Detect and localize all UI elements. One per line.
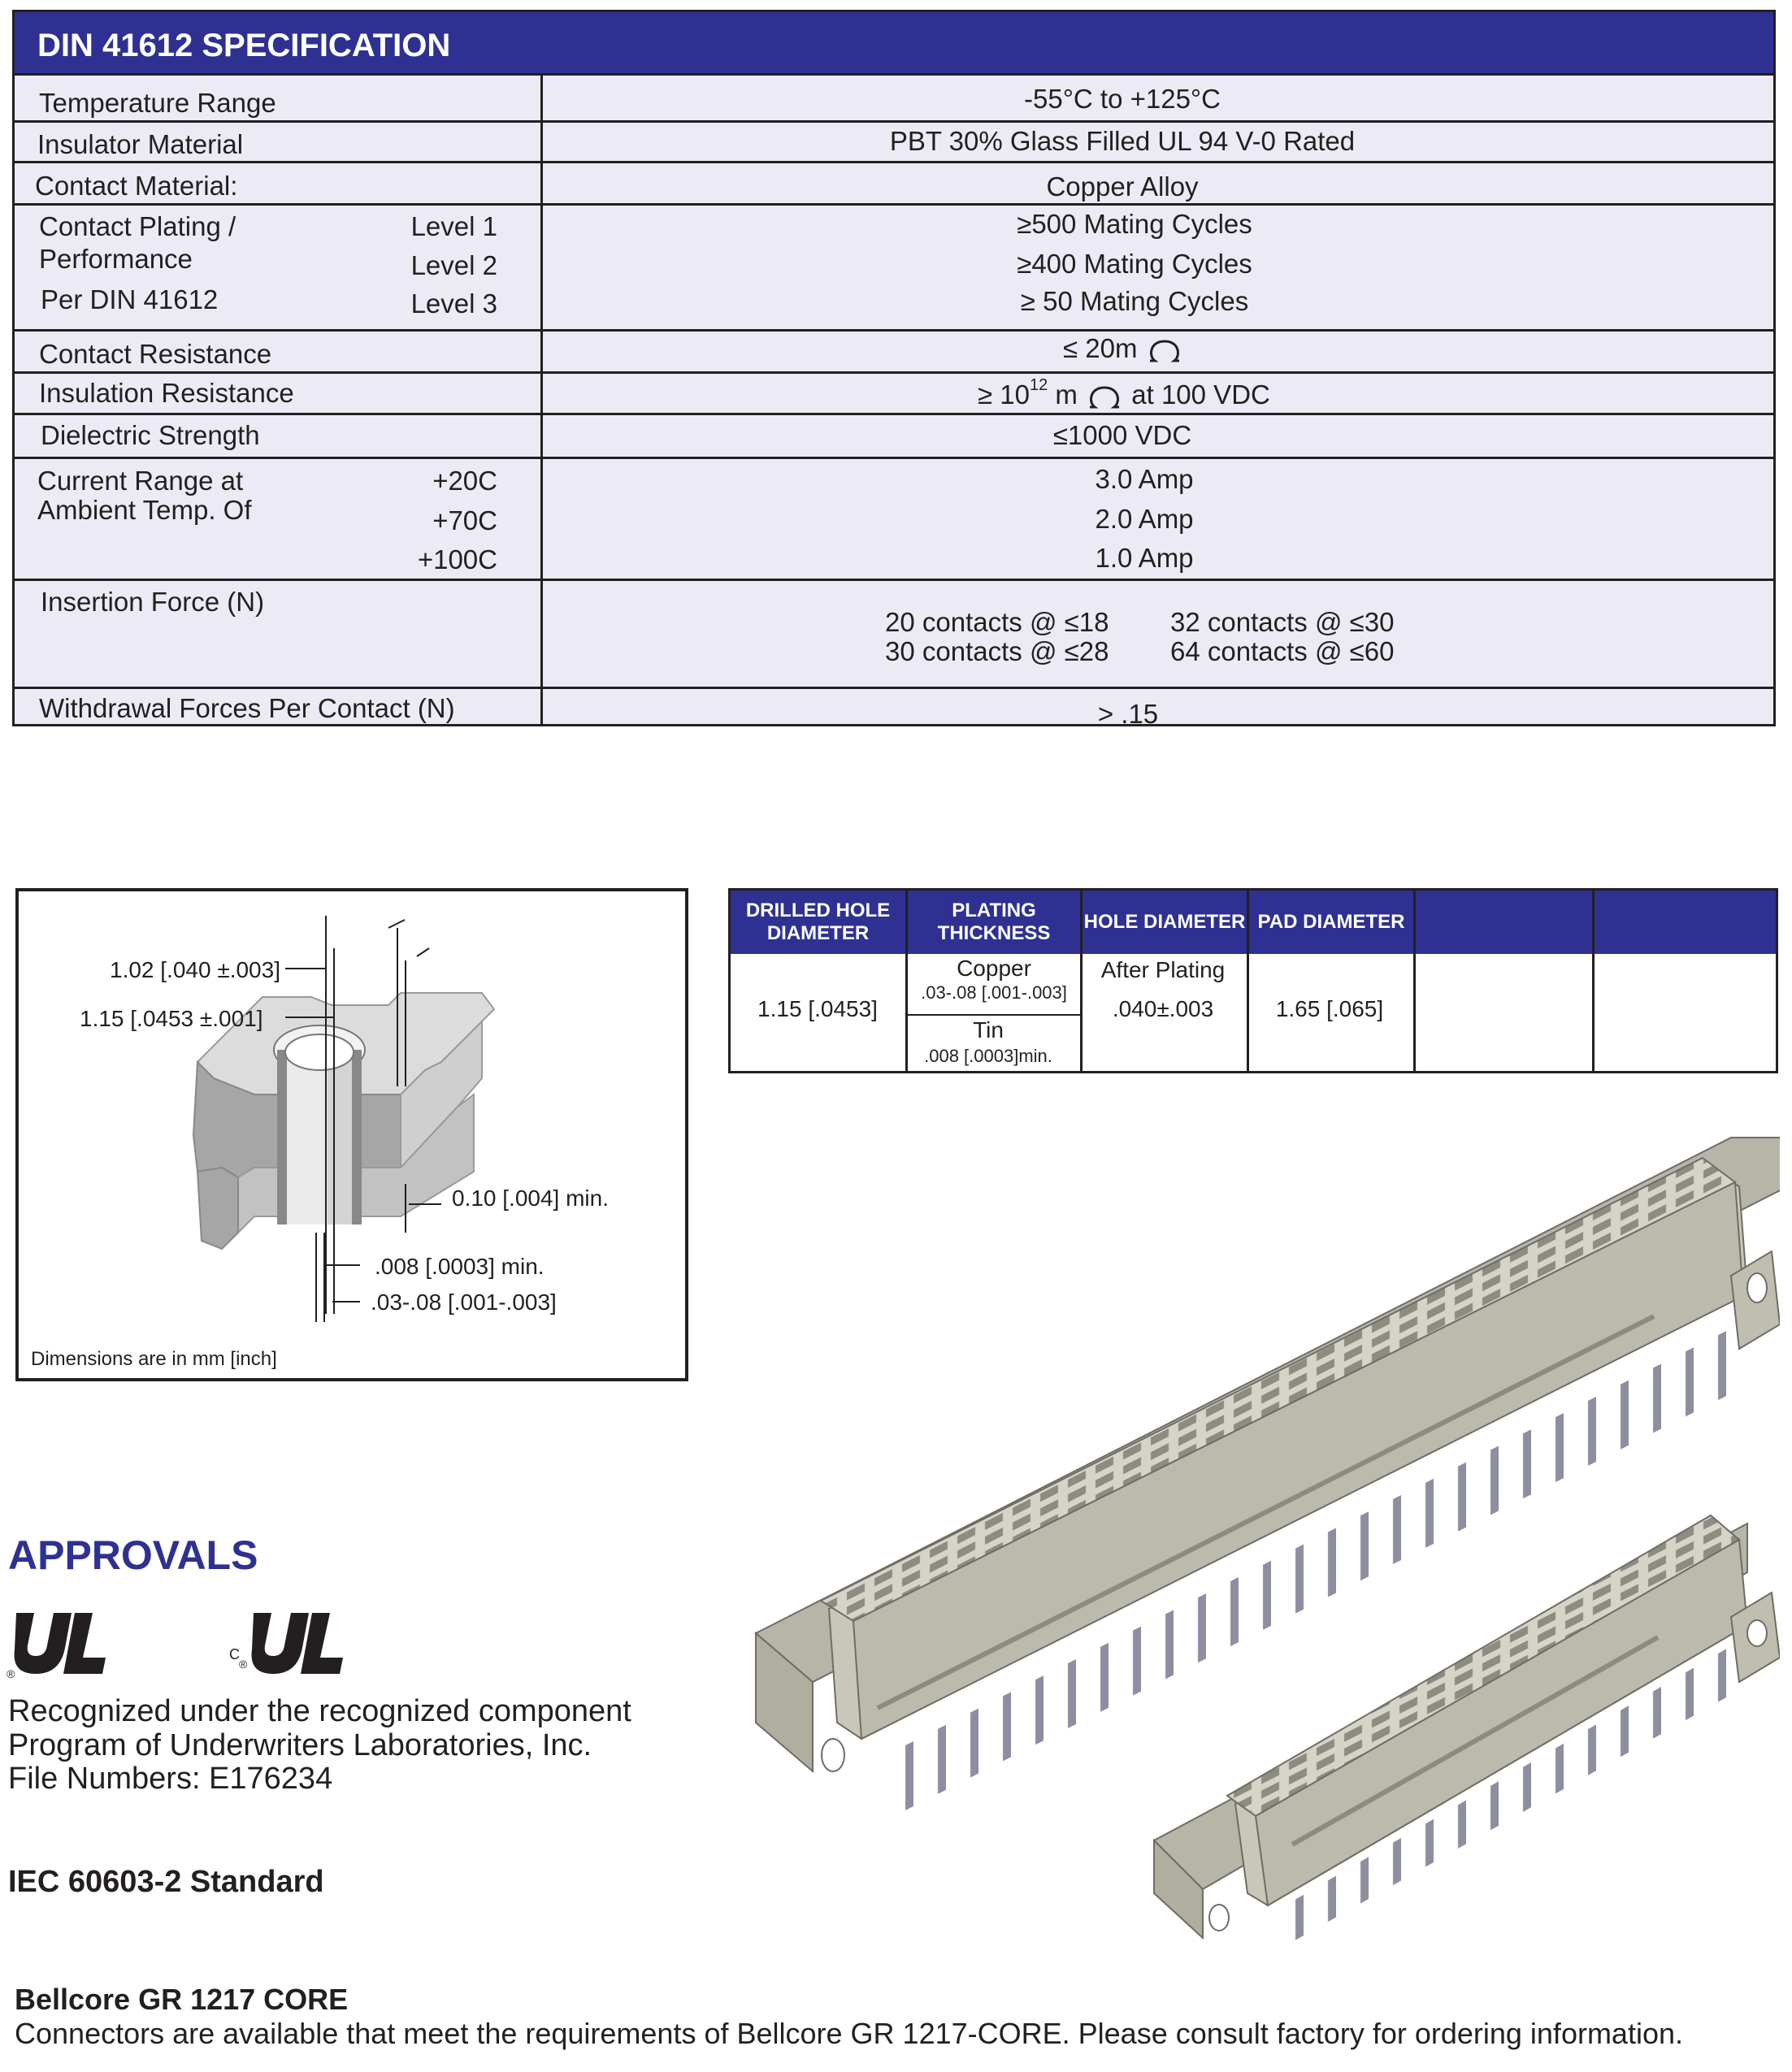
spec-value: 20 contacts @ ≤18 <box>885 607 1109 637</box>
spec-label: Contact Resistance <box>39 339 272 369</box>
ul-mark-icon <box>8 1609 122 1682</box>
approval-text: File Numbers: E176234 <box>8 1762 333 1796</box>
spec-sublabel: +100C <box>417 544 497 574</box>
spec-value: 2.0 Amp <box>1095 504 1194 534</box>
hole-diameter-line1: After Plating <box>1100 957 1226 982</box>
drilled-hole-value: 1.15 [.0453] <box>757 996 878 1021</box>
spec-label: Ambient Temp. Of <box>37 495 252 525</box>
spec-value: 30 contacts @ ≤28 <box>885 636 1109 666</box>
spec-label: Contact Material: <box>35 171 238 201</box>
column-divider <box>1080 891 1083 1071</box>
spec-value: -55°C to +125°C <box>1024 84 1221 114</box>
spec-label: Current Range at <box>37 466 244 496</box>
row-divider <box>15 161 1773 163</box>
spec-value: > .15 <box>1097 699 1159 729</box>
c-ul-recognized-logo <box>229 1609 359 1682</box>
column-header: PAD DIAMETER <box>1249 891 1413 954</box>
plating-copper-spec: .03-.08 [.001-.003] <box>921 982 1067 1003</box>
spec-value: 3.0 Amp <box>1095 464 1194 494</box>
column-header: PLATING THICKNESS <box>908 891 1080 954</box>
ohm-icon <box>1145 338 1184 362</box>
spec-label: Insulator Material <box>37 129 244 159</box>
row-divider <box>15 457 1773 459</box>
dimension-label: 1.15 [.0453 ±.001] <box>80 1006 263 1031</box>
column-header <box>1416 891 1592 954</box>
plating-tin: Tin <box>973 1017 1004 1043</box>
dimension-label: 0.10 [.004] min. <box>452 1186 610 1211</box>
spec-value: ≥400 Mating Cycles <box>1017 249 1252 279</box>
spec-sublabel: +20C <box>432 466 497 496</box>
dimension-label: .03-.08 [.001-.003] <box>371 1290 557 1315</box>
spec-value: ≥500 Mating Cycles <box>1017 209 1252 239</box>
row-divider <box>15 579 1773 581</box>
spec-column-divider <box>540 76 543 724</box>
spec-label: Performance <box>39 244 193 274</box>
ul-recognized-logo <box>8 1609 122 1682</box>
spec-sublabel: Level 1 <box>410 211 497 241</box>
spec-label: Contact Plating / <box>39 211 236 241</box>
pad-diameter-value: 1.65 [.065] <box>1275 996 1384 1021</box>
approval-text: Program of Underwriters Laboratories, Inc. <box>8 1728 592 1762</box>
diagram-note: Dimensions are in mm [inch] <box>31 1348 277 1370</box>
column-header: DRILLED HOLE DIAMETER <box>731 891 905 954</box>
spec-value: Copper Alloy <box>1046 171 1199 202</box>
spec-table <box>12 10 1776 729</box>
spec-value: ≥ $10^{12}$ m at 100 VDC <box>978 376 1270 410</box>
spec-sublabel: Level 3 <box>410 288 497 319</box>
column-divider <box>1247 891 1249 1071</box>
plating-tin-spec: .008 [.0003]min. <box>924 1046 1052 1066</box>
spec-value: ≤1000 VDC <box>1052 420 1192 450</box>
spec-label: Insulation Resistance <box>39 378 294 408</box>
row-divider <box>15 73 1773 76</box>
row-divider <box>15 329 1773 332</box>
row-divider <box>15 687 1773 689</box>
approvals-title: APPROVALS <box>8 1532 258 1578</box>
dimension-label: 1.02 [.040 ±.003] <box>110 957 280 982</box>
plated-hole-diagram <box>15 888 688 1381</box>
dimension-label: .008 [.0003] min. <box>375 1254 545 1279</box>
ul-mark-icon <box>245 1609 359 1682</box>
iec-standard: IEC 60603-2 Standard <box>8 1865 324 1899</box>
row-divider <box>15 203 1773 206</box>
spec-label: Dielectric Strength <box>41 420 260 450</box>
column-divider <box>1592 891 1595 1071</box>
din-connector-illustration <box>731 1121 1780 1942</box>
spec-label: Temperature Range <box>39 88 276 118</box>
hole-diameter-value: .040±.003 <box>1112 996 1214 1021</box>
registered-mark: ® <box>7 1667 15 1680</box>
ohm-icon <box>1085 384 1124 409</box>
c-mark: C <box>229 1646 240 1662</box>
spec-label: Insertion Force (N) <box>41 587 265 617</box>
row-divider <box>15 371 1773 374</box>
plating-copper: Copper <box>957 956 1031 981</box>
spec-value: 64 contacts @ ≤60 <box>1170 636 1395 666</box>
column-header: HOLE DIAMETER <box>1083 891 1247 954</box>
spec-value: ≤ 20m <box>1063 333 1184 364</box>
spec-sublabel: +70C <box>432 505 497 535</box>
column-divider <box>1413 891 1416 1071</box>
bellcore-title: Bellcore GR 1217 CORE <box>15 1983 349 2016</box>
registered-mark: ® <box>239 1658 248 1671</box>
approval-text: Recognized under the recognized component <box>8 1694 631 1728</box>
bellcore-text: Connectors are available that meet the requirements of Bellcore GR 1217-CORE. Please consult factory for ordering information. <box>15 2017 1684 2050</box>
row-divider <box>15 413 1773 415</box>
row-divider <box>15 120 1773 123</box>
spec-value: 32 contacts @ ≤30 <box>1170 607 1395 637</box>
column-divider <box>905 891 908 1071</box>
spec-label: Per DIN 41612 <box>41 284 219 314</box>
spec-value: 1.0 Amp <box>1095 543 1194 573</box>
pcb-layout-table <box>728 888 1778 1073</box>
column-header <box>1595 891 1776 954</box>
spec-value: ≥ 50 Mating Cycles <box>1020 286 1249 316</box>
plating-divider <box>908 1014 1080 1016</box>
spec-sublabel: Level 2 <box>410 250 497 280</box>
spec-value: PBT 30% Glass Filled UL 94 V-0 Rated <box>889 126 1356 156</box>
spec-title: DIN 41612 SPECIFICATION <box>15 12 1773 76</box>
spec-label: Withdrawal Forces Per Contact (N) <box>39 693 455 723</box>
